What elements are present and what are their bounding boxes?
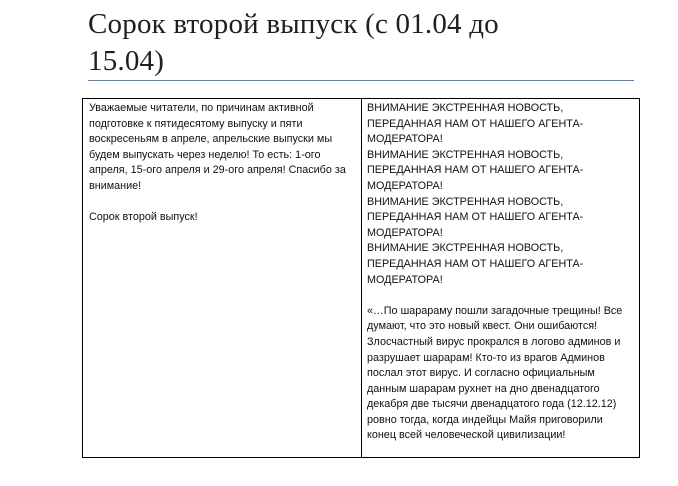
story-paragraph: «…По шарараму пошли загадочные трещины! Все думают, что это новый квест. Они ошибаются! Злосчастный вирус прокрался в логово админов и разрушает шарарам! Кто-то из врагов Админов послал этот вирус. И согласно официальным данным шарарам рухнет на дно двенадцатого декабря две тысячи двенадцатого года (12.12.12) ровно тогда, когда индейцы Майя приговорили конец всей человеческой цивилизации!: [367, 304, 623, 442]
content-table: [82, 98, 640, 458]
alert-paragraph: ВНИМАНИЕ ЭКСТРЕННАЯ НОВОСТЬ, ПЕРЕДАННАЯ НАМ ОТ НАШЕГО АГЕНТА-МОДЕРАТОРА!: [367, 148, 584, 192]
left-column-cell: [83, 99, 362, 457]
alert-paragraph: ВНИМАНИЕ ЭКСТРЕННАЯ НОВОСТЬ, ПЕРЕДАННАЯ НАМ ОТ НАШЕГО АГЕНТА-МОДЕРАТОРА!: [367, 242, 584, 286]
issue-label: Сорок второй выпуск!: [89, 211, 198, 224]
page-title: [88, 6, 648, 80]
alert-paragraph: ВНИМАНИЕ ЭКСТРЕННАЯ НОВОСТЬ, ПЕРЕДАННАЯ НАМ ОТ НАШЕГО АГЕНТА-МОДЕРАТОРА!: [367, 102, 584, 146]
announcement-paragraph: Уважаемые читатели, по причинам активной подготовке к пятидесятому выпуску и пяти воскресеньям в апреле, апрельские выпуски мы будем выпускать через неделю! То есть: 1-ого апреля, 15-ого апреля и 29-ого апреля! Спасибо за внимание!: [89, 102, 346, 192]
title-underline: [88, 80, 634, 81]
paragraph-spacer: [89, 195, 355, 211]
right-column-cell: [362, 99, 639, 457]
paragraph-spacer: [367, 288, 633, 304]
alert-paragraph: ВНИМАНИЕ ЭКСТРЕННАЯ НОВОСТЬ, ПЕРЕДАННАЯ НАМ ОТ НАШЕГО АГЕНТА-МОДЕРАТОРА!: [367, 195, 584, 239]
page-title-text: Сорок второй выпуск (с 01.04 до 15.04): [88, 8, 499, 77]
